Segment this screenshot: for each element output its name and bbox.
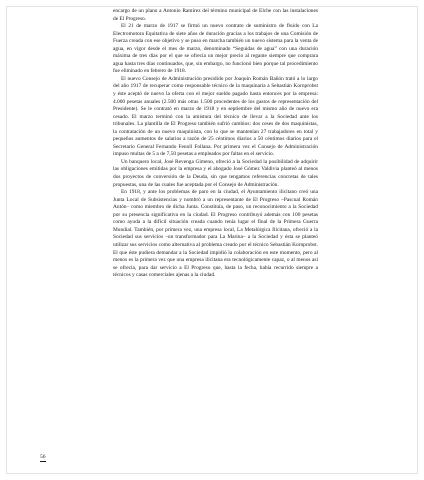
body-text bbox=[113, 8, 318, 280]
page-number: 56 bbox=[40, 454, 46, 460]
paragraph: El 21 de marzo de 1917 se firmó un nuevo contrato de suministro de fluido con La Electromotora Equitativa de siete años de duración gracias a los trabajos de una Comisión de Fuerza creada con ese objetivo y se puso en marcha también un nuevo sistema para la venta de agua, en vigor desde el mes de marzo, denominado “Seguidas de agua” con una duración máxima de tres días por el que se ofrecía un mejor precio al regante siempre que comprara agua hasta tres días continuados, que, sin embargo, no funcionó bien porque tal procedimiento fue eliminado en febrero de 1918. bbox=[113, 23, 318, 75]
paragraph: El nuevo Consejo de Administración presidido por Joaquín Román Bañón trató a lo largo del año 1917 de recuperar como responsable técnico de la maquinaria a Sebastián Kornprobst y éste aceptó de nuevo la oferta con el mejor sueldo pagado hasta entonces por la empresa: 4.000 pesetas anuales (2.500 más otras 1.500 procedentes de los gastos de representación del Presidente). Se le contrató en marzo de 1918 y en septiembre del mismo año de nuevo era cesado. El marzo terminó con la amistura del técnico de llevar a la Sociedad ante los tribunales. La plantilla de El Progreso también sufrió cambios: dos ceses de dos maquinistas, la contratación de un nuevo maquinista, con lo que se mantenían 27 trabajadores en total y pequeños aumentos de salarios a razón de 25 céntimos diarios a 50 céntimos diarios para el Secretario General Fernando Fenoll Follana. Por primera vez el Consejo de Administración impuso multas de 5 a de 7,50 pesetas a empleados por faltas en el servicio. bbox=[113, 75, 318, 158]
paragraph: encargo de un plano a Antonio Ramírez del término municipal de Elche con las instalaciones de El Progreso. bbox=[113, 8, 318, 22]
paragraph: Un banquero local, José Revenga Gimeno, ofreció a la Sociedad la posibilidad de adquirir las obligaciones emitidas por la empresa y el abogado José Gómez Valdivia planteó al menos dos proyectos de conversión de la Deuda, sin que tengamos referencias concretas de tales propuestas, una de las cuales fue aceptada por el Consejo de Administración. bbox=[113, 158, 318, 188]
paragraph: En 1918, y ante los problemas de paro en la ciudad, el Ayuntamiento ilicitano creó una Junta Local de Subsistencias y nombró a un representante de El Progreso –Pascual Román Antón– como miembro de dicha Junta. Constituía, de paso, un reconocimiento a la Sociedad por su presencia significativa en la ciudad. El Progreso contribuyó además con 100 pesetas como ayuda a la difícil situación creada cuando tenía lugar el final de la Primera Guerra Mundial. También, por primera vez, una empresa local, La Metalúrgica Ilicitana, ofreció a la Sociedad sus servicios –un transformador para La Marina– a la Sociedad y ésta se planteó utilizar sus servicios como alternativa al problema creado por el técnico Sebastián Kornprobst. El que éste pudiera demandar a la Sociedad impidió la colaboración en este momento, pero al menos es la primera vez que una empresa ilicitana era tecnológicamente capaz, o al menos así se ofrecía, para dar servicio a El Progreso que, hasta la fecha, había recurrido siempre a técnicos y casas comerciales ajenas a la ciudad. bbox=[113, 189, 318, 279]
